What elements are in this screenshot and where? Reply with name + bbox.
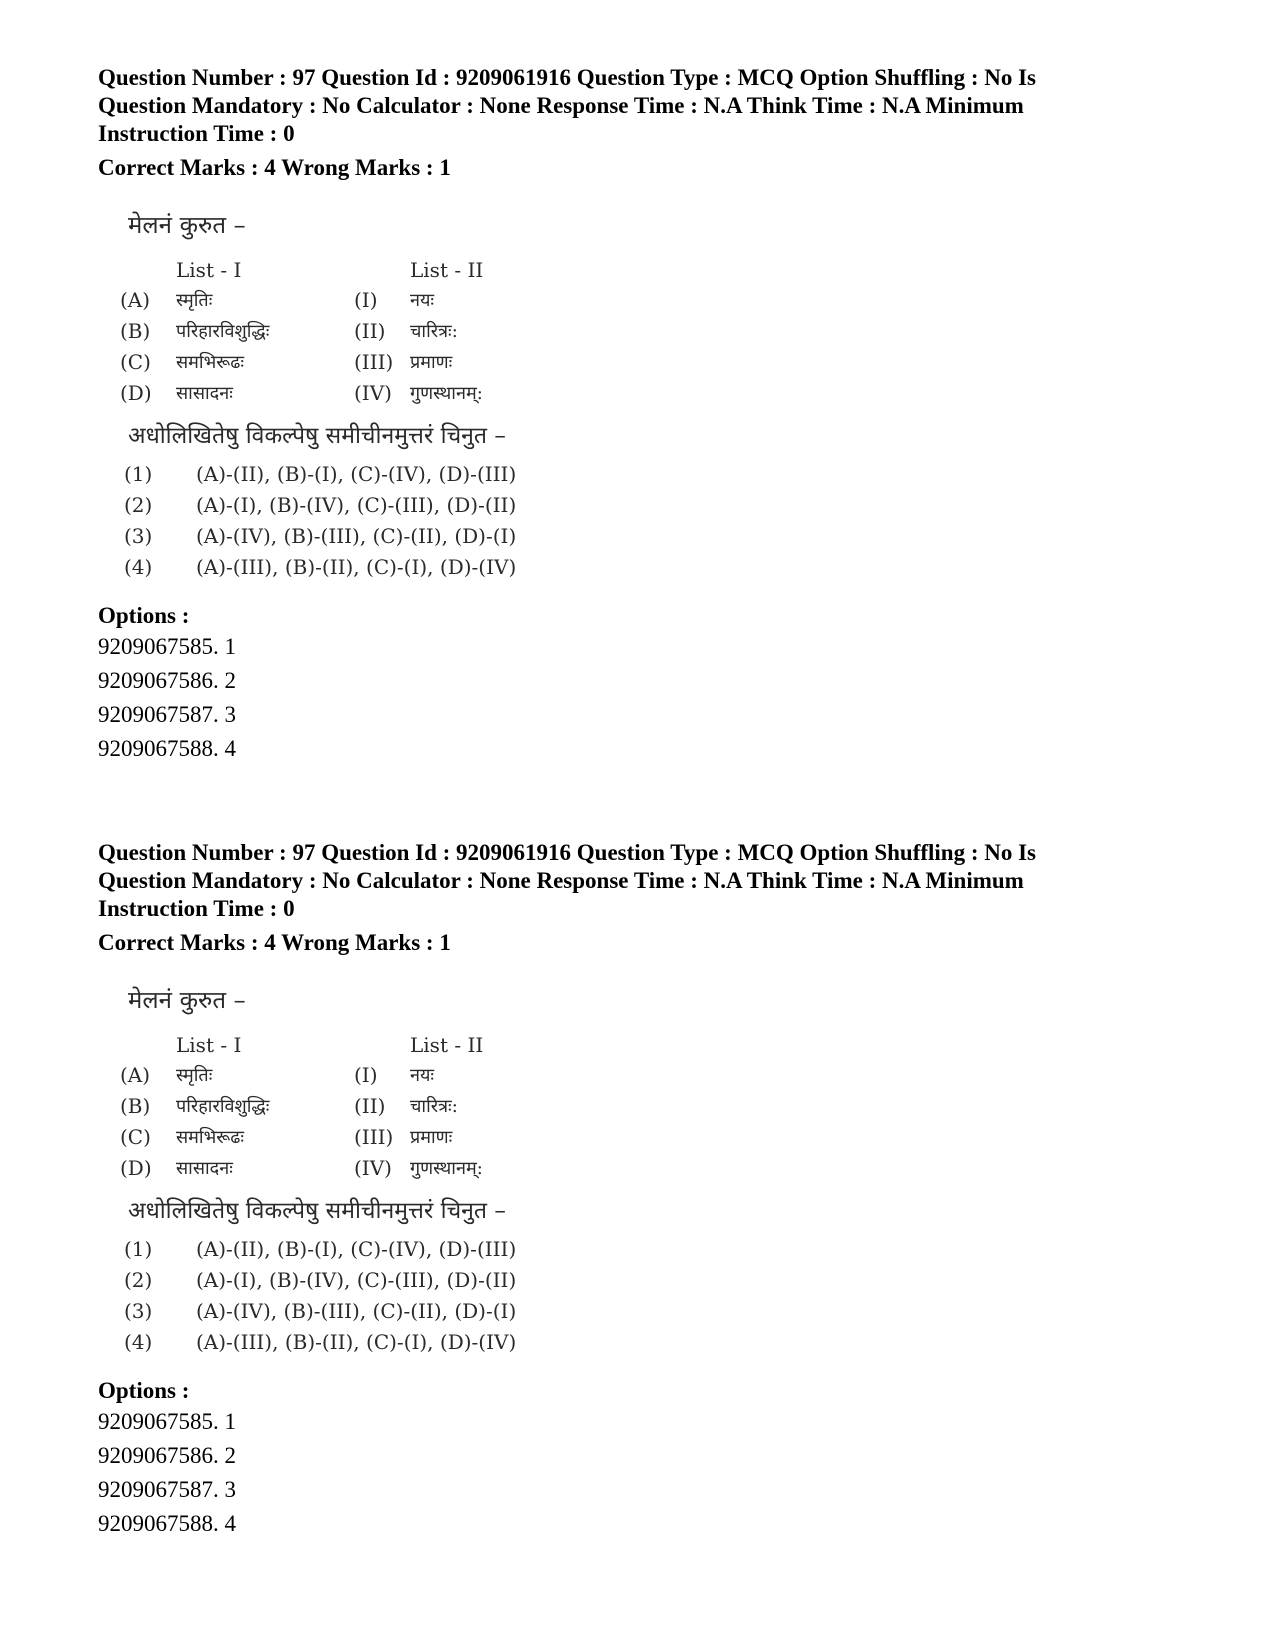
option-item: 9209067585. 1: [98, 634, 236, 659]
question-image: [98, 208, 578, 608]
answer-text: (A)-(III), (B)-(II), (C)-(I), (D)-(IV): [196, 555, 517, 579]
options-title: Options :: [98, 1378, 190, 1403]
answer-text: (A)-(II), (B)-(I), (C)-(IV), (D)-(III): [196, 462, 517, 486]
answer-text: (A)-(II), (B)-(I), (C)-(IV), (D)-(III): [196, 1237, 517, 1261]
pair-text: परिहारविशुद्धिः: [176, 1096, 270, 1117]
pair-text: गुणस्थानम्:: [410, 383, 483, 404]
instruction-text: अधोलिखितेषु विकल्पेषु समीचीनमुत्तरं चिनुत –: [128, 423, 506, 449]
option-item: 9209067588. 4: [98, 1511, 236, 1536]
pair-text: सासादनः: [176, 383, 233, 404]
list1-title: List - I: [176, 258, 242, 282]
pair-label: (I): [354, 288, 378, 312]
answer-number: (2): [124, 493, 153, 517]
option-item: 9209067587. 3: [98, 702, 236, 727]
question-block: [98, 64, 1188, 766]
question-block: [98, 839, 1188, 1541]
pair-label: (A): [120, 1063, 151, 1087]
pair-text: प्रमाणः: [410, 352, 453, 373]
meta-line: Instruction Time : 0: [98, 121, 295, 146]
answer-text: (A)-(I), (B)-(IV), (C)-(III), (D)-(II): [196, 1268, 517, 1292]
pair-text: प्रमाणः: [410, 1127, 453, 1148]
question-image: [98, 983, 578, 1383]
meta-line: Instruction Time : 0: [98, 896, 295, 921]
pair-label: (C): [120, 1125, 151, 1149]
answer-number: (1): [124, 462, 153, 486]
answer-text: (A)-(I), (B)-(IV), (C)-(III), (D)-(II): [196, 493, 517, 517]
pair-text: स्मृतिः: [176, 290, 213, 311]
pair-label: (III): [354, 1125, 394, 1149]
answer-number: (3): [124, 524, 153, 548]
pair-label: (A): [120, 288, 151, 312]
option-item: 9209067587. 3: [98, 1477, 236, 1502]
pair-label: (D): [120, 1156, 152, 1180]
answer-text: (A)-(IV), (B)-(III), (C)-(II), (D)-(I): [196, 524, 517, 548]
pair-label: (B): [120, 319, 151, 343]
marks-line: Correct Marks : 4 Wrong Marks : 1: [98, 155, 451, 180]
answer-text: (A)-(IV), (B)-(III), (C)-(II), (D)-(I): [196, 1299, 517, 1323]
list2-title: List - II: [410, 258, 484, 282]
question-heading: मेलनं कुरुत –: [128, 211, 246, 239]
list1-title: List - I: [176, 1033, 242, 1057]
pair-label: (II): [354, 319, 386, 343]
option-item: 9209067586. 2: [98, 1443, 236, 1468]
pair-label: (III): [354, 350, 394, 374]
pair-text: चारित्रः:: [410, 321, 458, 342]
question-heading: मेलनं कुरुत –: [128, 986, 246, 1014]
answer-number: (4): [124, 555, 153, 579]
marks-line: Correct Marks : 4 Wrong Marks : 1: [98, 930, 451, 955]
pair-text: परिहारविशुद्धिः: [176, 321, 270, 342]
pair-text: समभिरूढः: [176, 1127, 245, 1148]
pair-text: नयः: [410, 290, 435, 311]
pair-label: (IV): [354, 381, 392, 405]
pair-text: स्मृतिः: [176, 1065, 213, 1086]
pair-label: (IV): [354, 1156, 392, 1180]
options-title: Options :: [98, 603, 190, 628]
pair-label: (I): [354, 1063, 378, 1087]
meta-line: Question Mandatory : No Calculator : None Response Time : N.A Think Time : N.A Minimum: [98, 868, 1024, 893]
pair-text: सासादनः: [176, 1158, 233, 1179]
meta-line: Question Mandatory : No Calculator : None Response Time : N.A Think Time : N.A Minimum: [98, 93, 1024, 118]
instruction-text: अधोलिखितेषु विकल्पेषु समीचीनमुत्तरं चिनुत –: [128, 1198, 506, 1224]
answer-text: (A)-(III), (B)-(II), (C)-(I), (D)-(IV): [196, 1330, 517, 1354]
list2-title: List - II: [410, 1033, 484, 1057]
option-item: 9209067588. 4: [98, 736, 236, 761]
answer-number: (4): [124, 1330, 153, 1354]
answer-number: (1): [124, 1237, 153, 1261]
pair-label: (D): [120, 381, 152, 405]
pair-text: गुणस्थानम्:: [410, 1158, 483, 1179]
question-meta: [98, 64, 1188, 148]
pair-label: (B): [120, 1094, 151, 1118]
answer-number: (3): [124, 1299, 153, 1323]
question-meta: [98, 839, 1188, 923]
answer-number: (2): [124, 1268, 153, 1292]
pair-text: चारित्रः:: [410, 1096, 458, 1117]
pair-text: नयः: [410, 1065, 435, 1086]
pair-text: समभिरूढः: [176, 352, 245, 373]
meta-line: Question Number : 97 Question Id : 9209061916 Question Type : MCQ Option Shuffling : No Is: [98, 65, 1037, 90]
meta-line: Question Number : 97 Question Id : 9209061916 Question Type : MCQ Option Shuffling : No Is: [98, 840, 1037, 865]
option-item: 9209067586. 2: [98, 668, 236, 693]
pair-label: (II): [354, 1094, 386, 1118]
pair-label: (C): [120, 350, 151, 374]
option-item: 9209067585. 1: [98, 1409, 236, 1434]
